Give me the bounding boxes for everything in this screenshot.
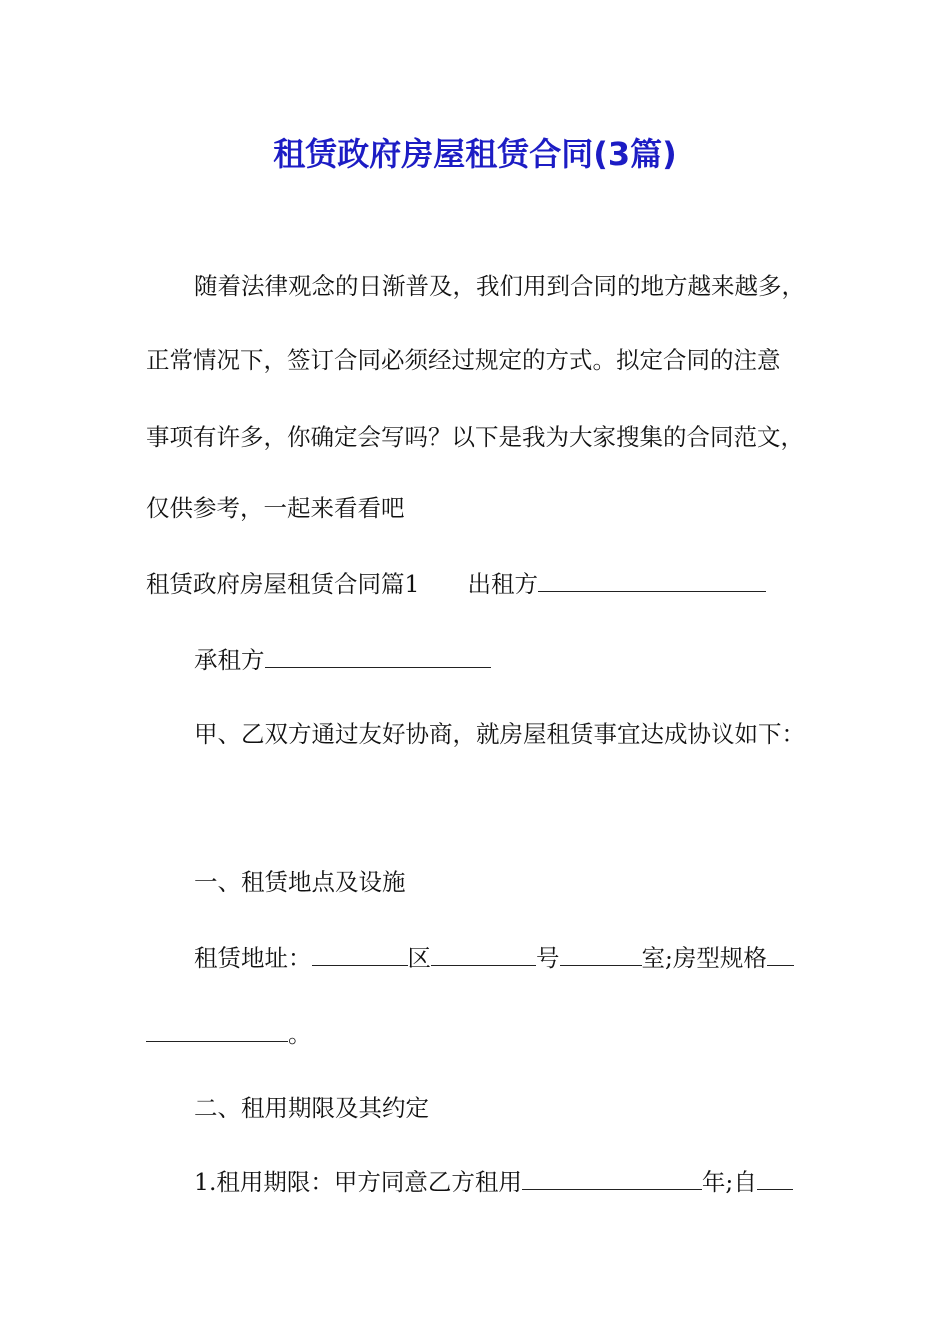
lessor-blank bbox=[538, 573, 766, 592]
address-blank-4 bbox=[767, 947, 794, 966]
room-label: 室;房型规格 bbox=[641, 944, 767, 972]
address-continuation-row bbox=[146, 1016, 312, 1052]
period-mark: 。 bbox=[288, 1020, 312, 1048]
address-blank-1 bbox=[312, 947, 408, 966]
lessee-row bbox=[194, 642, 491, 678]
number-label: 号 bbox=[536, 944, 560, 972]
lessee-blank bbox=[265, 649, 491, 668]
address-label: 租赁地址： bbox=[194, 944, 312, 972]
room-type-blank bbox=[146, 1023, 288, 1042]
term-years-blank bbox=[522, 1171, 702, 1190]
term-row bbox=[194, 1164, 793, 1200]
contract-heading-row bbox=[146, 566, 766, 602]
document-title: 租赁政府房屋租赁合同(3篇) bbox=[273, 135, 677, 173]
agreement-text: 甲、乙双方通过友好协商，就房屋租赁事宜达成协议如下： bbox=[194, 720, 805, 748]
year-label: 年;自 bbox=[701, 1168, 757, 1196]
address-row bbox=[194, 940, 794, 976]
clause-2-heading: 二、租用期限及其约定 bbox=[194, 1094, 429, 1122]
intro-line-3: 事项有许多，你确定会写吗？以下是我为大家搜集的合同范文， bbox=[146, 423, 804, 451]
intro-line-1: 随着法律观念的日渐普及，我们用到合同的地方越来越多， bbox=[194, 272, 805, 300]
lessee-label: 承租方 bbox=[194, 646, 265, 674]
term-start-blank bbox=[757, 1171, 793, 1190]
district-label: 区 bbox=[407, 944, 431, 972]
address-blank-3 bbox=[560, 947, 642, 966]
contract-heading: 租赁政府房屋租赁合同篇1 bbox=[146, 570, 420, 598]
address-blank-2 bbox=[431, 947, 536, 966]
intro-line-4: 仅供参考，一起来看看吧 bbox=[146, 494, 405, 522]
clause-1-heading: 一、租赁地点及设施 bbox=[194, 868, 406, 896]
intro-line-2: 正常情况下，签订合同必须经过规定的方式。拟定合同的注意 bbox=[146, 346, 781, 374]
lessor-label: 出租方 bbox=[467, 570, 538, 598]
term-label: 1.租用期限：甲方同意乙方租用 bbox=[194, 1168, 522, 1196]
